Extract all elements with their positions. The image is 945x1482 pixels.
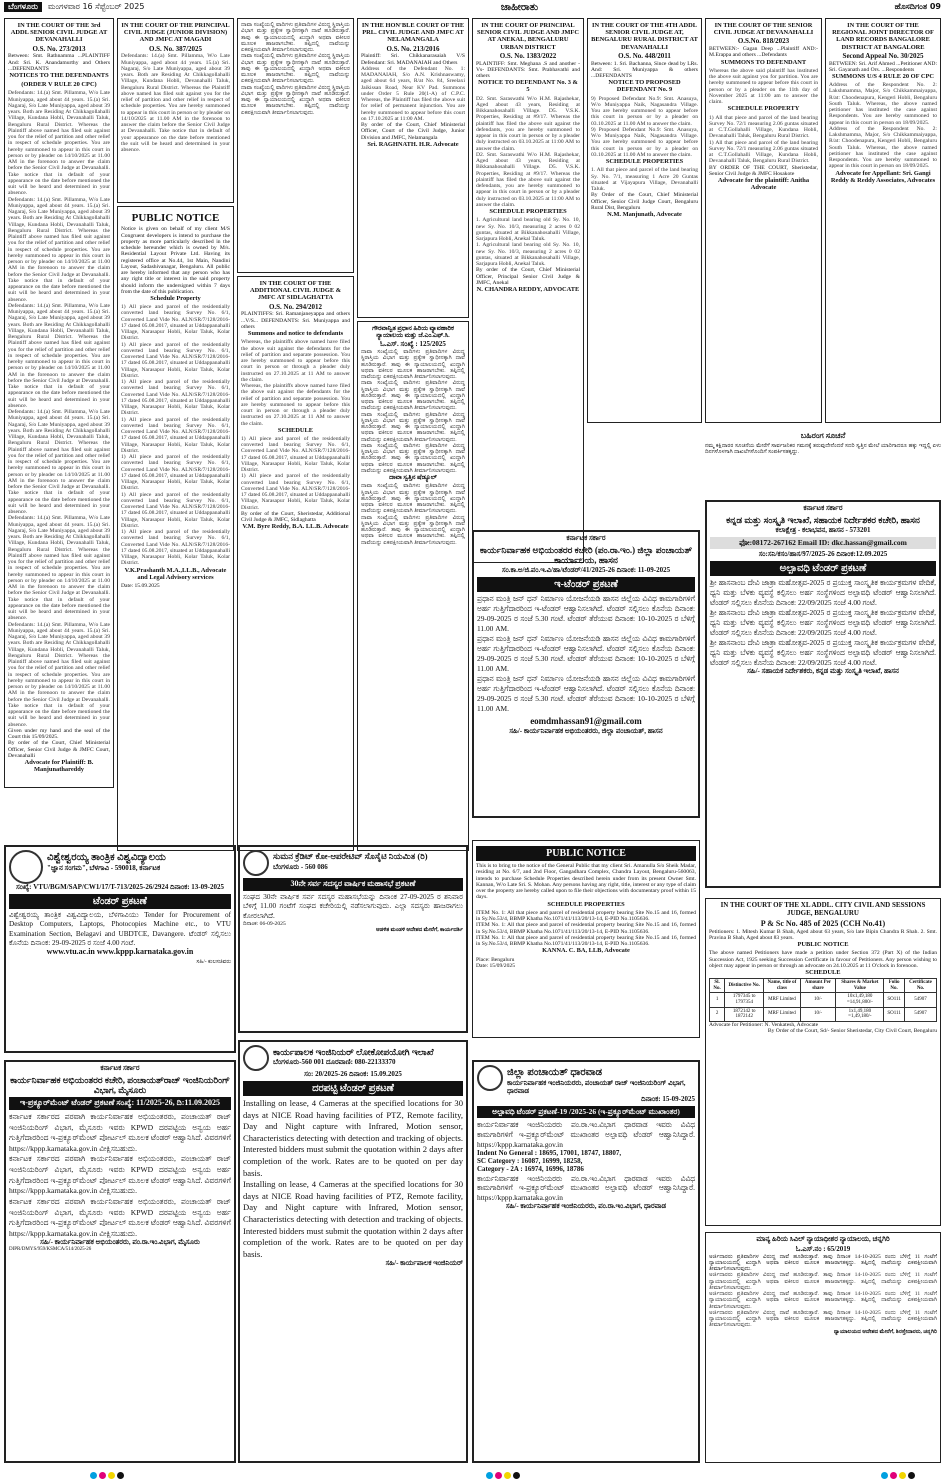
case-number: ಓ.ಎಸ್.ನಂ : 65/2019 bbox=[795, 1244, 851, 1253]
cyan-mark bbox=[881, 1472, 888, 1479]
court-name: ಮಾನ್ಯ ಹಿರಿಯ ಸಿವಿಲ್ ನ್ಯಾಯಾಧೀಶರ ನ್ಯಾಯಾಲಯ, ಚನ್ನಗಿರಿ bbox=[756, 1235, 890, 1243]
notice-body-4: Defendants: 14.(a) Smt. Pillamma, W/o Late Muniyappa, aged about 44 years. 15.(a) Sri. Nagaraj, S/o Late Muniyappa, aged about 39 years. Both are Residing At Chikkagollahalli Village, Kundana Hobli, Devanahalli Taluk, Bengaluru Rural District. Whereas the Plaintiff above named has filed suit against you for the relief of partition and other relief in respect of schedule properties. You are hereby summoned to appear in this court in person or by pleader on 14/10/2025 at 11.00 AM in the forenoon to answer the claim before the Senior Civil Judge at Devanahalli. Take notice that in default of your appearance on the date before mentioned the suit will be heard and determined in your absence. bbox=[8, 409, 110, 516]
hassan-zp-tender bbox=[472, 530, 700, 820]
table-header-row bbox=[710, 979, 937, 993]
court-name: IN THE COURT OF THE 4TH ADDL SENIOR CIVIL JUDGE AT, BENGALURU RURAL DISTRICT AT DEVANAHALLI bbox=[591, 22, 698, 51]
pwd-sign: ಸಹಿ/- ಕಾರ್ಯಪಾಲಕ ಇಂಜಿನಿಯರ್ bbox=[385, 1259, 463, 1268]
column-1 bbox=[4, 18, 114, 793]
pre-dipr-ref: DIPR/DMYS/959/KSMCA/514/2025-26 bbox=[9, 1247, 92, 1253]
table-cell: MRF Limited bbox=[764, 993, 800, 1007]
kn-notice-top bbox=[237, 18, 354, 273]
notice-body: Defendants: 14.(a) Smt. Pillamma, W/o Late Muniyappa, aged about 44 years. 15.(a) Sri. Nagaraj, S/o Late Muniyappa, aged about 39 years. Both are Residing At Chikkagollahalli Village, Kundana Hobli, Devanahalli Taluk, Bengaluru Rural District. Whereas the Plaintiff above named has filed suit against you for the relief of partition and other relief in respect of schedule properties. You are hereby summoned to appear in this court in person or by pleader on 14/10/2025 at 11.00 AM in the forenoon to answer the claim before the Senior Civil Judge at Devanahalli. Take notice that in default of your appearance on the date before mentioned the suit will be heard and determined in your absence. bbox=[8, 90, 110, 197]
society-address: ಬೆಂಗಳೂರು - 560 086 bbox=[273, 862, 328, 871]
vtu-ref: ಸಂಖ್ಯೆ: VTU/BGM/SAP/CW1/17/T-713/2025-26/2924 ದಿನಾಂಕ: 13-09-2025 bbox=[16, 883, 224, 891]
kn-case: ಓ.ಎಸ್. ಸಂಖ್ಯೆ : 125/2025 bbox=[380, 340, 446, 349]
col-header: Certificate No. bbox=[905, 979, 937, 993]
table-row bbox=[710, 993, 937, 1007]
case-number: O.S. No. 213/2016 bbox=[386, 44, 440, 53]
agm-sign: ಆಡಳಿತ ಮಂಡಳಿ ಆದೇಶದ ಮೇರೆಗೆ, ಕಾರ್ಯದರ್ಶಿ bbox=[375, 927, 463, 934]
notice-body-3: Defendants: 14.(a) Smt. Pillamma, W/o Late Muniyappa, aged about 44 years. 15.(a) Sri. Nagaraj, S/o Late Muniyappa, aged about 39 years. Both are Residing At Chikkagollahalli Village, Kundana Hobli, Devanahalli Taluk, Bengaluru Rural District. Whereas the Plaintiff above named has filed suit against you for the relief of partition and other relief in respect of schedule properties. You are hereby summoned to appear in this court in person or by pleader on 14/10/2025 at 11.00 AM in the forenoon to answer the claim before the Senior Civil Judge at Devanahalli. Take notice that in default of your appearance on the date before mentioned the suit will be heard and determined in your absence. bbox=[8, 302, 110, 409]
tender-band: ಅಲ್ಪಾವಧಿ ಟೆಂಡರ್ ಪ್ರಕಟಣೆ bbox=[710, 561, 936, 576]
kn-notice-body: ನಮ್ಮ ಕಕ್ಷಿದಾರರ ಸೂಚನೆಯ ಮೇರೆಗೆ ಸಾರ್ವಜನಿಕರ ಗಮನಕ್ಕೆ ತರುವುದೇನೆಂದರೆ ಸದರಿ ಸ್ವತ್ತಿನ ಮೇಲೆ ಯಾರಿಗಾದರೂ ಹಕ್ಕು ಇದ್ದಲ್ಲಿ ಏಳು ದಿನಗಳೊಳಗಾಗಿ ದಾಖಲೆಗಳೊಂದಿಗೆ ಸಂಪರ್ಕಿಸತಕ್ಕದ್ದು. bbox=[705, 442, 941, 456]
pre-sign: ಸಹಿ/- ಕಾರ್ಯನಿರ್ವಾಹಕ ಅಭಿಯಂತರರು, ಪಂ.ರಾ.ಇಂ.ವಿಭಾಗ, ಮೈಸೂರು bbox=[40, 1238, 200, 1247]
column-5 bbox=[472, 18, 584, 568]
kn-body-6: ದಾವಾ ಸಂಖ್ಯೆಯಲ್ಲಿ ವಾದಿಗಳು ಪ್ರತಿವಾದಿಗಳ ವಿರುದ್ಧ ಸ್ಥಿರಾಸ್ತಿಯ ವಿಭಾಗ ಮತ್ತು ಪ್ರತ್ಯೇಕ ಸ್ವಾಧೀನಕ್ಕಾಗಿ ದಾವೆ ಹೂಡಿರುತ್ತಾರೆ. ತಾವು ಈ ನ್ಯಾಯಾಲಯದಲ್ಲಿ ಖುದ್ದಾಗಿ ಅಥವಾ ವಕೀಲರ ಮೂಲಕ ಹಾಜರಾಗಬೇಕು. ತಪ್ಪಿದಲ್ಲಿ ದಾವೆಯನ್ನು ಏಕಪಕ್ಷೀಯವಾಗಿ ತೀರ್ಮಾನಿಸಲಾಗುವುದು. bbox=[361, 514, 465, 546]
schedule-item-1: ITEM No. 1: All that piece and parcel of residential property bearing Site No.15 and 16, formed in Sy.No.53/4, BBMP Khatha No.1071/41/113/20/13-14, E-PID No.1105636. bbox=[476, 909, 696, 923]
header-date: ಮಂಗಳವಾರ 16 ಸೆಪ್ಟೆಂಬರ್ 2025 bbox=[47, 2, 145, 11]
magenta-mark bbox=[99, 1472, 106, 1479]
schedule-body-3: 1) All piece and parcel of the residentially converted land bearing Survey No. 6/1, Converted Land Vide No. ALN/SR/7/128/2016-17 dated 05.08.2017, situated at Uddappanahalli Village, Narasapur Hobli, Kolar Taluk, Kolar District. bbox=[121, 379, 230, 417]
zp-subtitle: ಕಾರ್ಯನಿರ್ವಾಹಕ ಇಂಜಿನಿಯರರು, ಪಂಚಾಯತ್ ರಾಜ್ ಇಂಜಿನಿಯರಿಂಗ್ ವಿಭಾಗ, ಧಾರವಾಡ bbox=[507, 1079, 686, 1096]
vtu-sign: ಸಹಿ/- ಕುಲಸಚಿವರು bbox=[196, 959, 231, 966]
pwd-body: Installing on lease, 4 Cameras at the specified locations for 30 days at NICE Road having facilities of PTZ, Remote facility, Day and Night capture with Infrared, Motion sensor, Characteristics detecting with detection and tracking of objects. Interested bidders must submit the quotation within 2 days after completion of the work. Rates are to be quoted on per day basis. bbox=[243, 1098, 463, 1178]
sumana-society-notice bbox=[238, 845, 468, 1035]
notice-body: 9) Proposed Defendant No.9: Smt. Anasuya, W/o Muniyappa Naik, Nagasandra Village. You are hereby summoned to appear before this court in person or by a pleader on 03.10.2025 at 11.00 AM to answer the claim. bbox=[591, 95, 698, 127]
kn-court-title: ಗೌರವಾನ್ವಿತ ಪ್ರಧಾನ ಹಿರಿಯ ವ್ಯಾವಹಾರಿಕ ನ್ಯಾಯಾಲಯ ಮತ್ತು ಜೆ.ಎಂ.ಎಫ್.ಸಿ. bbox=[372, 325, 454, 340]
court-name: IN THE COURT OF THE SENIOR CIVIL JUDGE AT DEVANAHALLI bbox=[713, 22, 814, 37]
tender-org-title: ಕಾರ್ಯನಿರ್ವಾಹಕ ಅಭಿಯಂತರರ ಕಚೇರಿ (ಪಂ.ರಾ.ಇಂ.) ಜಿಲ್ಲಾ ಪಂಚಾಯತ್ ಕಾರ್ಯಾಲಯ, ಹಾಸನ bbox=[479, 544, 693, 565]
kn-schedule: ದಾವಾ ಸ್ವತ್ತಿನ ಷೆಡ್ಯೂಲ್ bbox=[389, 474, 437, 482]
pwd-rate-tender bbox=[238, 1040, 468, 1465]
parties: BETWEEN: Sri. Arif Ahmed ...Petitioner AND: Sri. Gayanath and Ors. ...Respondents bbox=[829, 60, 937, 73]
pre-title: ಕಾರ್ಯನಿರ್ವಾಹಕ ಅಭಿಯಂತರರ ಕಚೇರಿ, ಪಂಚಾಯತ್‌ರಾಜ್ ಇಂಜಿನಿಯರಿಂಗ್ ವಿಭಾಗ, ಮೈಸೂರು bbox=[10, 1074, 230, 1095]
court-notice-devanahalli bbox=[4, 18, 114, 788]
notice-body-2: 9) Proposed Defendant No.9: Smt. Anasuya, W/o Muniyappa Naik, Nagasandra Village. You are hereby summoned to appear before this court in person or by a pleader on 03.10.2025 at 11.00 AM to answer the claim. bbox=[591, 126, 698, 158]
summons-body: Whereas the above said plaintiff has instituted the above suit against you for partition. You are hereby summoned to appear before this court in person or by a pleader on the 11th day of November 2025 at 11:00 am to answer the claim. bbox=[709, 67, 818, 106]
agm-band: 30ನೇ ಸರ್ವ ಸದಸ್ಯರ ವಾರ್ಷಿಕ ಮಹಾಸಭೆ ಪ್ರಕಟಣೆ bbox=[243, 878, 463, 891]
zp-indent-general: Indent No General : 18695, 17001, 18747, 18807, bbox=[477, 1149, 622, 1158]
col-header: Amount Per share bbox=[800, 979, 836, 993]
summons-title: SUMMONS TO DEFENDANT bbox=[720, 58, 807, 66]
schedule-title: SCHEDULE bbox=[277, 426, 314, 434]
kn-body-2: ದಾವಾ ಸಂಖ್ಯೆಯಲ್ಲಿ ವಾದಿಗಳು ಪ್ರತಿವಾದಿಗಳ ವಿರುದ್ಧ ಸ್ಥಿರಾಸ್ತಿಯ ವಿಭಾಗ ಮತ್ತು ಪ್ರತ್ಯೇಕ ಸ್ವಾಧೀನಕ್ಕಾಗಿ ದಾವೆ ಹೂಡಿರುತ್ತಾರೆ. ತಾವು ಈ ನ್ಯಾಯಾಲಯದಲ್ಲಿ ಖುದ್ದಾಗಿ ಅಥವಾ ವಕೀಲರ ಮೂಲಕ ಹಾಜರಾಗಬೇಕು. ತಪ್ಪಿದಲ್ಲಿ ದಾವೆಯನ್ನು ಏಕಪಕ್ಷೀಯವಾಗಿ ತೀರ್ಮಾನಿಸಲಾಗುವುದು. bbox=[361, 380, 465, 412]
section-tag: ಬೆಂಗಳೂರು bbox=[4, 2, 42, 12]
notice-body-3: ಅರ್ಜಿದಾರರು ಪ್ರತಿವಾದಿಗಳ ವಿರುದ್ಧ ದಾವೆ ಹೂಡಿರುತ್ತಾರೆ. ತಾವು ದಿನಾಂಕ 14-10-2025 ರಂದು ಬೆಳಿಗ್ಗೆ 11 ಗಂಟೆಗೆ ನ್ಯಾಯಾಲಯದಲ್ಲಿ ಖುದ್ದಾಗಿ ಅಥವಾ ವಕೀಲರ ಮೂಲಕ ಹಾಜರಾಗತಕ್ಕದ್ದು. ತಪ್ಪಿದಲ್ಲಿ ದಾವೆಯನ್ನು ಏಕಪಕ್ಷೀಯವಾಗಿ ತೀರ್ಮಾನಿಸಲಾಗುವುದು. bbox=[709, 1291, 937, 1310]
date: Date: 15.09.2025 bbox=[121, 583, 160, 590]
tender-body: ಶ್ರೀ ಹಾಸನಾಂಬ ದೇವಿ ಜಾತ್ರಾ ಮಹೋತ್ಸವ-2025 ರ ಪ್ರಯುಕ್ತ ಸಾಂಸ್ಕೃತಿಕ ಕಾರ್ಯಕ್ರಮಗಳ ವೇದಿಕೆ, ಧ್ವನಿ ಮತ್ತು ಬೆಳಕು ವ್ಯವಸ್ಥೆ ಕಲ್ಪಿಸಲು ಅರ್ಹ ಸಂಸ್ಥೆಗಳಿಂದ ಅಲ್ಪಾವಧಿ ಟೆಂಡರ್ ಆಹ್ವಾನಿಸಲಾಗಿದೆ. ಟೆಂಡರ್ ಸಲ್ಲಿಸಲು ಕೊನೆಯ ದಿನಾಂಕ: 22/09/2025 ಸಂಜೆ 4.00 ಗಂಟೆ. bbox=[710, 578, 936, 608]
kn-body: ದಾವಾ ಸಂಖ್ಯೆಯಲ್ಲಿ ವಾದಿಗಳು ಪ್ರತಿವಾದಿಗಳ ವಿರುದ್ಧ ಸ್ಥಿರಾಸ್ತಿಯ ವಿಭಾಗ ಮತ್ತು ಪ್ರತ್ಯೇಕ ಸ್ವಾಧೀನಕ್ಕಾಗಿ ದಾವೆ ಹೂಡಿರುತ್ತಾರೆ. ತಾವು ಈ ನ್ಯಾಯಾಲಯದಲ್ಲಿ ಖುದ್ದಾಗಿ ಅಥವಾ ವಕೀಲರ ಮೂಲಕ ಹಾಜರಾಗಬೇಕು. ತಪ್ಪಿದಲ್ಲಿ ದಾವೆಯನ್ನು ಏಕಪಕ್ಷೀಯವಾಗಿ ತೀರ್ಮಾನಿಸಲಾಗುವುದು. bbox=[361, 349, 465, 381]
parties: PLAINTIFFS: Sri. Ramanjaneyappa and others ...V/S... DEFENDANTS: Sri. Muniyappa and others bbox=[241, 311, 350, 330]
tender-sign: ಸಹಿ/- ಸಹಾಯಕ ನಿರ್ದೇಶಕರು, ಕನ್ನಡ ಮತ್ತು ಸಂಸ್ಕೃತಿ ಇಲಾಖೆ, ಹಾಸನ bbox=[747, 667, 899, 675]
zp-emblem-icon bbox=[477, 1065, 503, 1091]
court-notice-bengaluru-rural bbox=[587, 18, 702, 423]
schedule-body: 1) All piece and parcel of the residentially converted land bearing Survey No. 6/1, Converted Land Vide No. ALN/SR/7/128/2016-17 dated 05.08.2017, situated at Uddappanahalli Village, Narasapur Hobli, Kolar Taluk, Kolar District. bbox=[121, 304, 230, 342]
col-header: Name, title of class bbox=[764, 979, 800, 993]
color-marks-center bbox=[486, 1472, 520, 1479]
advocate: Sri. RAGHNATH. H.R. Advocate bbox=[367, 140, 459, 148]
schedule-body: 1) All that piece and parcel of the land bearing Survey No. 72/1 measuring 2.06 guntas situated at C.T.Gollahalli Village, Kundana Hobli, Devanahalli Taluk, Bengaluru Rural District. bbox=[709, 114, 818, 140]
tender-body-3: ಪ್ರಧಾನ ಮಂತ್ರಿ ಜನ್ ಧನ್ ನಿರ್ಮಾಣ ಯೋಜನೆಯಡಿ ಹಾಸನ ಜಿಲ್ಲೆಯ ವಿವಿಧ ಕಾಮಗಾರಿಗಳಿಗೆ ಅರ್ಹ ಗುತ್ತಿಗೆದಾರರಿಂದ ಇ-ಟೆಂಡರ್ ಆಹ್ವಾನಿಸಲಾಗಿದೆ. ಟೆಂಡರ್ ಸಲ್ಲಿಸಲು ಕೊನೆಯ ದಿನಾಂಕ: 29-09-2025 ರ ಸಂಜೆ 5.30 ಗಂಟೆ. ಟೆಂಡರ್ ತೆರೆಯುವ ದಿನಾಂಕ: 10-10-2025 ರ ಬೆಳಿಗ್ಗೆ 11.00 AM. bbox=[477, 673, 695, 713]
zp-band: ಅಲ್ಪಾವಧಿ ಟೆಂಡರ್ ಪ್ರಕಟಣೆ-19 /2025-26 (ಇ-ಪ್ರಕ್ಯೂರ್‌ಮೆಂಟ್ ಮುಖಾಂತರ) bbox=[477, 1106, 695, 1118]
schedule-title: SCHEDULE PROPERTIES bbox=[489, 208, 567, 216]
public-notice-title: PUBLIC NOTICE bbox=[131, 212, 220, 224]
court-name: IN THE COURT OF PRINCIPAL SENIOR CIVIL JUDGE AND JMFC AT ANEKAL, BENGALURU URBAN DISTRICT bbox=[477, 22, 579, 51]
header-left bbox=[0, 2, 144, 12]
case-number: O.S. No. 294/2012 bbox=[268, 302, 323, 311]
tender-body-2: ಶ್ರೀ ಹಾಸನಾಂಬ ದೇವಿ ಜಾತ್ರಾ ಮಹೋತ್ಸವ-2025 ರ ಪ್ರಯುಕ್ತ ಸಾಂಸ್ಕೃತಿಕ ಕಾರ್ಯಕ್ರಮಗಳ ವೇದಿಕೆ, ಧ್ವನಿ ಮತ್ತು ಬೆಳಕು ವ್ಯವಸ್ಥೆ ಕಲ್ಪಿಸಲು ಅರ್ಹ ಸಂಸ್ಥೆಗಳಿಂದ ಅಲ್ಪಾವಧಿ ಟೆಂಡರ್ ಆಹ್ವಾನಿಸಲಾಗಿದೆ. ಟೆಂಡರ್ ಸಲ್ಲಿಸಲು ಕೊನೆಯ ದಿನಾಂಕ: 22/09/2025 ಸಂಜೆ 4.00 ಗಂಟೆ. bbox=[710, 608, 936, 638]
magenta-mark bbox=[495, 1472, 502, 1479]
channagiri-court-notice bbox=[705, 1232, 941, 1465]
column-8 bbox=[825, 18, 941, 428]
schedule-body: 1) All piece and parcel of the residentially converted land bearing Survey No. 6/1, Converted Land Vide No. ALN/SR/7/128/2016-17 dated 05.08.2017, situated at Uddappanahalli Village, Narasapur Hobli, Kolar Taluk, Kolar District. bbox=[241, 435, 350, 474]
yellow-mark bbox=[899, 1472, 906, 1479]
by-order: BY ORDER OF THE COURT, Sheristedar, Senior Civil Judge & JMFC Hosakote bbox=[709, 164, 818, 177]
court-notice-nelamangala bbox=[357, 18, 469, 318]
court-notice-sidlaghatta bbox=[237, 276, 354, 851]
date: Date: 15/09/2025 bbox=[476, 962, 515, 969]
notice-body-4: ಅರ್ಜಿದಾರರು ಪ್ರತಿವಾದಿಗಳ ವಿರುದ್ಧ ದಾವೆ ಹೂಡಿರುತ್ತಾರೆ. ತಾವು ದಿನಾಂಕ 14-10-2025 ರಂದು ಬೆಳಿಗ್ಗೆ 11 ಗಂಟೆಗೆ ನ್ಯಾಯಾಲಯದಲ್ಲಿ ಖುದ್ದಾಗಿ ಅಥವಾ ವಕೀಲರ ಮೂಲಕ ಹಾಜರಾಗತಕ್ಕದ್ದು. ತಪ್ಪಿದಲ್ಲಿ ದಾವೆಯನ್ನು ಏಕಪಕ್ಷೀಯವಾಗಿ ತೀರ್ಮಾನಿಸಲಾಗುವುದು. bbox=[709, 1309, 937, 1329]
print-registration-bar bbox=[0, 1468, 945, 1482]
table-cell: 54907 bbox=[905, 993, 937, 1007]
header-right: ಹೊಸದಿಗಂತ 09 bbox=[894, 2, 941, 11]
notice-body: The above named Petitioners have made a petition under Section 372 (Part X) of the Indian Succession Act, 1925 seeking Succession Certificate in favour of Petitioners. Any person wishing to object may appear in person or through an advocate on 24.10.2025 at 11 O'clock in forenoon. bbox=[709, 950, 937, 969]
pwd-band: ದರಪಟ್ಟಿ ಟೆಂಡರ್ ಪ್ರಕಟಣೆ bbox=[243, 1081, 463, 1096]
notice-title: NOTICES TO THE DEFENDANTS bbox=[9, 72, 109, 80]
table-cell: 10x1,49,180 =14,91,800/- bbox=[836, 993, 884, 1007]
case-number: O.S. No. 1383/2022 bbox=[499, 51, 557, 60]
given-under: Given under my hand and the seal of the Court this 15/09/2025. bbox=[8, 727, 110, 741]
court-notice-hosakote bbox=[705, 18, 822, 423]
notice-body: ಅರ್ಜಿದಾರರು ಪ್ರತಿವಾದಿಗಳ ವಿರುದ್ಧ ದಾವೆ ಹೂಡಿರುತ್ತಾರೆ. ತಾವು ದಿನಾಂಕ 14-10-2025 ರಂದು ಬೆಳಿಗ್ಗೆ 11 ಗಂಟೆಗೆ ನ್ಯಾಯಾಲಯದಲ್ಲಿ ಖುದ್ದಾಗಿ ಅಥವಾ ವಕೀಲರ ಮೂಲಕ ಹಾಜರಾಗತಕ್ಕದ್ದು. ತಪ್ಪಿದಲ್ಲಿ ದಾವೆಯನ್ನು ಏಕಪಕ್ಷೀಯವಾಗಿ ತೀರ್ಮಾನಿಸಲಾಗುವುದು. bbox=[709, 1253, 937, 1273]
table-cell: MRF Limited bbox=[764, 1007, 800, 1021]
advocate: N. CHANDRA REDDY, ADVOCATE bbox=[476, 286, 580, 294]
advocate: Advocate for the plaintiff: Anitha Advocate bbox=[717, 177, 810, 192]
parties: PLAINTIFF: Smt. Meghana .S and another -Vs- DEFENDANTS: Smt. Prabhavathi and others bbox=[476, 60, 580, 80]
kn-body-4: ದಾವಾ ಸಂಖ್ಯೆಯಲ್ಲಿ ವಾದಿಗಳು ಪ್ರತಿವಾದಿಗಳ ವಿರುದ್ಧ ಸ್ಥಿರಾಸ್ತಿಯ ವಿಭಾಗ ಮತ್ತು ಪ್ರತ್ಯೇಕ ಸ್ವಾಧೀನಕ್ಕಾಗಿ ದಾವೆ ಹೂಡಿರುತ್ತಾರೆ. ತಾವು ಈ ನ್ಯಾಯಾಲಯದಲ್ಲಿ ಖುದ್ದಾಗಿ ಅಥವಾ ವಕೀಲರ ಮೂಲಕ ಹಾಜರಾಗಬೇಕು. ತಪ್ಪಿದಲ್ಲಿ ದಾವೆಯನ್ನು ಏಕಪಕ್ಷೀಯವಾಗಿ ತೀರ್ಮಾನಿಸಲಾಗುವುದು. bbox=[361, 442, 465, 474]
court-name: IN THE COURT OF THE 3rd ADDL SENIOR CIVIL JUDGE AT DEVANAHALLI bbox=[10, 22, 108, 44]
dept-title: ಕನ್ನಡ ಮತ್ತು ಸಂಸ್ಕೃತಿ ಇಲಾಖೆ, ಸಹಾಯಕ ನಿರ್ದೇಶಕರ ಕಚೇರಿ, ಹಾಸನ bbox=[726, 514, 920, 525]
govt-emblem-icon bbox=[243, 1045, 269, 1071]
zp-dharwad-tender bbox=[472, 1060, 700, 1465]
cyan-mark bbox=[90, 1472, 97, 1479]
page-header bbox=[0, 0, 945, 14]
pre-mysuru-tender bbox=[4, 1060, 236, 1465]
tender-body-2: ಪ್ರಧಾನ ಮಂತ್ರಿ ಜನ್ ಧನ್ ನಿರ್ಮಾಣ ಯೋಜನೆಯಡಿ ಹಾಸನ ಜಿಲ್ಲೆಯ ವಿವಿಧ ಕಾಮಗಾರಿಗಳಿಗೆ ಅರ್ಹ ಗುತ್ತಿಗೆದಾರರಿಂದ ಇ-ಟೆಂಡರ್ ಆಹ್ವಾನಿಸಲಾಗಿದೆ. ಟೆಂಡರ್ ಸಲ್ಲಿಸಲು ಕೊನೆಯ ದಿನಾಂಕ: 29-09-2025 ರ ಸಂಜೆ 5.30 ಗಂಟೆ. ಟೆಂಡರ್ ತೆರೆಯುವ ದಿನಾಂಕ: 10-10-2025 ರ ಬೆಳಿಗ್ಗೆ 11.00 AM. bbox=[477, 633, 695, 673]
masthead: ಜಾಹೀರಾತು bbox=[500, 1, 539, 13]
govt-label: ಕರ್ನಾಟಕ ಸರ್ಕಾರ bbox=[803, 504, 843, 512]
court-name: IN THE COURT OF THE XL ADDL. CITY CIVIL AND SESSIONS JUDGE, BENGALURU bbox=[720, 901, 926, 917]
agm-body: ಸಂಘದ 30ನೇ ವಾರ್ಷಿಕ ಸರ್ವ ಸದಸ್ಯರ ಮಹಾಸಭೆಯನ್ನು ದಿನಾಂಕ 27-09-2025 ರ ಶನಿವಾರ ಬೆಳಿಗ್ಗೆ 11.00 ಗಂಟೆಗೆ ಸಂಘದ ಕಚೇರಿಯಲ್ಲಿ ನಡೆಸಲಾಗುವುದು. ಎಲ್ಲಾ ಸದಸ್ಯರು ಹಾಜರಾಗಲು ಕೋರಲಾಗಿದೆ. bbox=[243, 892, 463, 920]
schedule-body-6: 1) All piece and parcel of the residentially converted land bearing Survey No. 6/1, Converted Land Vide No. ALN/SR/7/128/2016-17 dated 05.08.2017, situated at Uddappanahalli Village, Narasapur Hobli, Kolar Taluk, Kolar District. bbox=[121, 491, 230, 529]
table-row bbox=[710, 1007, 937, 1021]
advocate: Advocate for Appellant: Sri. Gangi Reddy & Reddy Associates, Advocates bbox=[830, 169, 936, 184]
public-notice-box bbox=[117, 206, 234, 851]
by-order: By Order of the Court, Chief Ministerial Officer, Senior Civil Judge Court, Bengaluru Rural Dist, Bengaluru bbox=[591, 192, 698, 211]
notice-body-5: Defendants: 14.(a) Smt. Pillamma, W/o Late Muniyappa, aged about 44 years. 15.(a) Sri. Nagaraj, S/o Late Muniyappa, aged about 39 years. Both are Residing At Chikkagollahalli Village, Kundana Hobli, Devanahalli Taluk, Bengaluru Rural District. Whereas the Plaintiff above named has filed suit against you for the relief of partition and other relief in respect of schedule properties. You are hereby summoned to appear in this court in person or by pleader on 14/10/2025 at 11.00 AM in the forenoon to answer the claim before the Senior Civil Judge at Devanahalli. Take notice that in default of your appearance on the date before mentioned the suit will be heard and determined in your absence. bbox=[8, 515, 110, 622]
schedule-item-3: ITEM No. 1: All that piece and parcel of residential property bearing Site No.15 and 16, formed in Sy.No.53/4, BBMP Khatha No.1071/41/113/20/13-14, E-PID No.1105636. bbox=[476, 934, 696, 948]
summons-title: Summons and notice to defendants bbox=[247, 330, 344, 338]
schedule-body-2: 1. Agricultural land bearing old Sy. No. 10, new Sy. No. 10/3, measuring 2 acres 0 02 guntas, situated at Bikkanahosahalli Village, Sarjapura Hobli, Anekal Taluk. bbox=[476, 242, 580, 268]
pwd-address: ಬೆಂಗಳೂರು-560 001 ದೂರವಾಣಿ: 080-22133370 bbox=[273, 1058, 396, 1067]
vtu-urls: www.vtu.ac.in www.kppp.karnataka.gov.in bbox=[46, 947, 194, 957]
kn-body-5: ದಾವಾ ಸಂಖ್ಯೆಯಲ್ಲಿ ವಾದಿಗಳು ಪ್ರತಿವಾದಿಗಳ ವಿರುದ್ಧ ಸ್ಥಿರಾಸ್ತಿಯ ವಿಭಾಗ ಮತ್ತು ಪ್ರತ್ಯೇಕ ಸ್ವಾಧೀನಕ್ಕಾಗಿ ದಾವೆ ಹೂಡಿರುತ್ತಾರೆ. ತಾವು ಈ ನ್ಯಾಯಾಲಯದಲ್ಲಿ ಖುದ್ದಾಗಿ ಅಥವಾ ವಕೀಲರ ಮೂಲಕ ಹಾಜರಾಗಬೇಕು. ತಪ್ಪಿದಲ್ಲಿ ದಾವೆಯನ್ನು ಏಕಪಕ್ಷೀಯವಾಗಿ ತೀರ್ಮಾನಿಸಲಾಗುವುದು. bbox=[361, 483, 465, 515]
schedule-title: SCHEDULE PROPERTIES bbox=[605, 158, 684, 166]
kn-public-notice bbox=[705, 432, 941, 494]
vtu-tender bbox=[4, 845, 236, 1055]
case-number: O.S.No. 818/2023 bbox=[737, 37, 790, 46]
agm-date: ದಿನಾಂಕ: 06-09-2025 bbox=[243, 921, 286, 928]
kn-court-notice bbox=[357, 321, 469, 851]
by-order: By order of the Court, Chief Ministerial Officer, Principal Senior Civil Judge & JMFC, Anekal bbox=[476, 267, 580, 286]
kn-body-3: ದಾವಾ ಸಂಖ್ಯೆಯಲ್ಲಿ ವಾದಿಗಳು ಪ್ರತಿವಾದಿಗಳ ವಿರುದ್ಧ ಸ್ಥಿರಾಸ್ತಿಯ ವಿಭಾಗ ಮತ್ತು ಪ್ರತ್ಯೇಕ ಸ್ವಾಧೀನಕ್ಕಾಗಿ ದಾವೆ ಹೂಡಿರುತ್ತಾರೆ. ತಾವು ಈ ನ್ಯಾಯಾಲಯದಲ್ಲಿ ಖುದ್ದಾಗಿ ಅಥವಾ ವಕೀಲರ ಮೂಲಕ ಹಾಜರಾಗಬೇಕು. ತಪ್ಪಿದಲ್ಲಿ ದಾವೆಯನ್ನು ಏಕಪಕ್ಷೀಯವಾಗಿ ತೀರ್ಮಾನಿಸಲಾಗುವುದು. bbox=[241, 84, 350, 116]
advocate: Advocate for Plaintiff: B. Manjunathareddy bbox=[24, 759, 94, 774]
public-notice-body: This is to bring to the notice of the General Public that my client Sri. Amanulla S/o Sheik Madar, residing at No. 6/7, and 2nd Floor, Gangadhara Complex, Chandra Layout, Bengaluru-560063, intends to purchase Schedule Properties described herein under from its present Owner Smt. Kannan, W/o Late Sri. S. Mohan. Any persons having any right, title, interest or any type of claim over the property are hereby called upon to file their objections with documentary proof within 15 days. bbox=[476, 863, 696, 901]
schedule-body-2: 1) All piece and parcel of the residentially converted land bearing Survey No. 6/1, Converted Land Vide No. ALN/SR/7/128/2016-17 dated 05.08.2017, situated at Uddappanahalli Village, Narasapur Hobli, Kolar Taluk, Kolar District. bbox=[241, 473, 350, 511]
table-cell: 54907 bbox=[905, 1007, 937, 1021]
schedule-title: Schedule Property bbox=[150, 295, 201, 303]
color-marks-left bbox=[0, 1472, 124, 1479]
schedule-body: 1. All that piece and parcel of the land bearing Sy. No. 7/1, measuring 1 Acre 20 Guntas situated at Vijayapura Village, Devanahalli Taluk. bbox=[591, 167, 698, 193]
notice-body-2: ಅರ್ಜಿದಾರರು ಪ್ರತಿವಾದಿಗಳ ವಿರುದ್ಧ ದಾವೆ ಹೂಡಿರುತ್ತಾರೆ. ತಾವು ದಿನಾಂಕ 14-10-2025 ರಂದು ಬೆಳಿಗ್ಗೆ 11 ಗಂಟೆಗೆ ನ್ಯಾಯಾಲಯದಲ್ಲಿ ಖುದ್ದಾಗಿ ಅಥವಾ ವಕೀಲರ ಮೂಲಕ ಹಾಜರಾಗತಕ್ಕದ್ದು. ತಪ್ಪಿದಲ್ಲಿ ದಾವೆಯನ್ನು ಏಕಪಕ್ಷೀಯವಾಗಿ ತೀರ್ಮಾನಿಸಲಾಗುವುದು. bbox=[709, 1272, 937, 1291]
summons-body-2: Whereas, the plaintiffs above named have filed the above suit against the defendants for the relief of partition and separate possession. You are hereby summoned to appear before this court in person or through a pleader duly instructed on 27.10.2025 at 11 AM to answer the claim. bbox=[241, 383, 350, 427]
public-notice-body: Notice is given on behalf of my client M/S Congruent developers is intend to purchase the property as more particularly described in the schedule hereunder which is owned by M/s. Residential Layout Private Ltd. Having its registered office at No.44, 1st Main, Nandini Layout, Sadashivanagar, Bengaluru. All public are hereby informed that any person who has any right title or interest in the said property should inform the undersigned within 7 days from the date of this publication. bbox=[121, 226, 230, 295]
table-cell: 1 bbox=[710, 993, 725, 1007]
vtu-logo-icon bbox=[9, 850, 43, 884]
column-3 bbox=[237, 18, 354, 858]
pwd-body-2: Installing on lease, 4 Cameras at the specified locations for 30 days at NICE Road having facilities of PTZ, Remote facility, Day and Night capture with Infrared, Motion sensor, Characteristics detecting with detection and tracking of objects. Interested bidders must submit the quotation within 2 days after completion of the work. Rates are to be quoted on per day basis. bbox=[243, 1179, 463, 1259]
parties: BETWEEN:- Gagan Deep ...Plaintiff AND:- M.Erappa and others ...Defendants bbox=[709, 46, 818, 59]
court-name: IN THE COURT OF THE PRINCIPAL CIVIL JUDGE (JUNIOR DIVISION) AND JMFC AT MAGADI bbox=[121, 22, 230, 44]
advocate: V.K.Prashanth M.A.,LL.B., Advocate and Legal Advisory services bbox=[124, 566, 227, 581]
yellow-mark bbox=[504, 1472, 511, 1479]
summons-body: Whereas, the plaintiffs above named have filed the above suit against the defendants for the relief of partition and separate possession. You are hereby summoned to appear before this court in person or through a pleader duly instructed on 27.10.2025 at 11 AM to answer the claim. bbox=[241, 339, 350, 383]
by-order: By order of the Court, Chief Ministerial Officer, Court of the Civil Judge, Junior Division and JMFC, Nelamangala bbox=[361, 122, 465, 141]
column-4 bbox=[357, 18, 469, 858]
society-name: ಸುಮನ ಕ್ರೆಡಿಟ್ ಕೋ-ಆಪರೇಟಿವ್ ಸೊಸೈಟಿ ನಿಯಮಿತ (ರಿ) bbox=[273, 851, 428, 861]
table-cell: 1797345 to 1797354 bbox=[725, 993, 764, 1007]
summons-body: Address of the Defendant No. 1: MADANAIAH, S/o A.N. Krishnaswamy, aged about 64 years, R/at No. 84, Sreelaxi Jaikissan Road, Near KV Pad. Summons under Order 5 Rule 20(1-A) of C.P.C. Whereas, the Plaintiff has filed the above suit for relief of permanent injunction. You are hereby summoned to appear before this court on 17.10.2025 at 11:00 AM. bbox=[361, 65, 465, 122]
kn-body-2: ದಾವಾ ಸಂಖ್ಯೆಯಲ್ಲಿ ವಾದಿಗಳು ಪ್ರತಿವಾದಿಗಳ ವಿರುದ್ಧ ಸ್ಥಿರಾಸ್ತಿಯ ವಿಭಾಗ ಮತ್ತು ಪ್ರತ್ಯೇಕ ಸ್ವಾಧೀನಕ್ಕಾಗಿ ದಾವೆ ಹೂಡಿರುತ್ತಾರೆ. ತಾವು ಈ ನ್ಯಾಯಾಲಯದಲ್ಲಿ ಖುದ್ದಾಗಿ ಅಥವಾ ವಕೀಲರ ಮೂಲಕ ಹಾಜರಾಗಬೇಕು. ತಪ್ಪಿದಲ್ಲಿ ದಾವೆಯನ್ನು ಏಕಪಕ್ಷೀಯವಾಗಿ ತೀರ್ಮಾನಿಸಲಾಗುವುದು. bbox=[241, 53, 350, 85]
table-cell: 10/- bbox=[800, 1007, 836, 1021]
schedule-body-7: 1) All piece and parcel of the residentially converted land bearing Survey No. 6/1, Converted Land Vide No. ALN/SR/7/128/2016-17 dated 05.08.2017, situated at Uddappanahalli Village, Narasapur Hobli, Kolar Taluk, Kolar District. bbox=[121, 529, 230, 567]
case-number: O.S. No. 448/2011 bbox=[618, 51, 671, 60]
sign: ನ್ಯಾಯಾಲಯದ ಆದೇಶದ ಮೇರೆಗೆ, ಶಿರಸ್ತೇದಾರರು, ಚನ್ನಗಿರಿ bbox=[833, 1328, 937, 1335]
pwd-title: ಕಾರ್ಯಪಾಲಕ ಇಂಜಿನಿಯರ್ ಲೋಕೋಪಯೋಗಿ ಇಲಾಖೆ bbox=[273, 1047, 434, 1057]
city-civil-court-notice bbox=[705, 898, 941, 1228]
zp-date: ದಿನಾಂಕ: 15-09-2025 bbox=[641, 1094, 695, 1103]
case-number: P & Sc No. 485 of 2025 (CCH No.41) bbox=[760, 918, 886, 928]
black-mark bbox=[117, 1472, 124, 1479]
table-cell: 1x1,49,180 =1,49,180/- bbox=[836, 1007, 884, 1021]
black-mark bbox=[908, 1472, 915, 1479]
color-marks-right bbox=[881, 1472, 945, 1479]
tender-body-3: ಶ್ರೀ ಹಾಸನಾಂಬ ದೇವಿ ಜಾತ್ರಾ ಮಹೋತ್ಸವ-2025 ರ ಪ್ರಯುಕ್ತ ಸಾಂಸ್ಕೃತಿಕ ಕಾರ್ಯಕ್ರಮಗಳ ವೇದಿಕೆ, ಧ್ವನಿ ಮತ್ತು ಬೆಳಕು ವ್ಯವಸ್ಥೆ ಕಲ್ಪಿಸಲು ಅರ್ಹ ಸಂಸ್ಥೆಗಳಿಂದ ಅಲ್ಪಾವಧಿ ಟೆಂಡರ್ ಆಹ್ವಾನಿಸಲಾಗಿದೆ. ಟೆಂಡರ್ ಸಲ್ಲಿಸಲು ಕೊನೆಯ ದಿನಾಂಕ: 22/09/2025 ಸಂಜೆ 4.00 ಗಂಟೆ. bbox=[710, 638, 936, 668]
tender-email: eomdmhassan91@gmail.com bbox=[530, 715, 642, 726]
col-header: Distinctive No. bbox=[725, 979, 764, 993]
vtu-band: ಟೆಂಡರ್ ಪ್ರಕಟಣೆ bbox=[9, 894, 231, 909]
by-order: By Order of the Court, Sd/- Senior Sheristedar, City Civil Court, Bengaluru bbox=[767, 1028, 937, 1035]
table-cell: 1872142 to 1872142 bbox=[725, 1007, 764, 1021]
table-cell: 2 bbox=[710, 1007, 725, 1021]
tender-band: ಇ-ಟೆಂಡರ್ ಪ್ರಕಟಣೆ bbox=[477, 577, 695, 592]
place: Place: Bengaluru bbox=[476, 956, 515, 963]
tender-body: ಪ್ರಧಾನ ಮಂತ್ರಿ ಜನ್ ಧನ್ ನಿರ್ಮಾಣ ಯೋಜನೆಯಡಿ ಹಾಸನ ಜಿಲ್ಲೆಯ ವಿವಿಧ ಕಾಮಗಾರಿಗಳಿಗೆ ಅರ್ಹ ಗುತ್ತಿಗೆದಾರರಿಂದ ಇ-ಟೆಂಡರ್ ಆಹ್ವಾನಿಸಲಾಗಿದೆ. ಟೆಂಡರ್ ಸಲ್ಲಿಸಲು ಕೊನೆಯ ದಿನಾಂಕ: 29-09-2025 ರ ಸಂಜೆ 5.30 ಗಂಟೆ. ಟೆಂಡರ್ ತೆರೆಯುವ ದಿನಾಂಕ: 10-10-2025 ರ ಬೆಳಿಗ್ಗೆ 11.00 AM. bbox=[477, 594, 695, 633]
zp-body-2: ಕಾರ್ಯನಿರ್ವಾಹಕ ಇಂಜಿನಿಯರರು ಪಂ.ರಾ.ಇಂ.ವಿಭಾಗ ಧಾರವಾಡ ಇವರು ವಿವಿಧ ಕಾಮಗಾರಿಗಳಿಗೆ ಇ-ಪ್ರಕ್ಯೂರ್‌ಮೆಂಟ್ ಮುಖಾಂತರ ಅಲ್ಪಾವಧಿ ಟೆಂಡರ್ ಆಹ್ವಾನಿಸಿದ್ದಾರೆ. https://kppp.karnataka.gov.in bbox=[477, 1173, 695, 1203]
schedule-title: SCHEDULE bbox=[805, 969, 841, 977]
zp-indent-2a: Category - 2A : 16974, 16996, 18786 bbox=[477, 1164, 584, 1173]
notice-body-6: Defendants: 14.(a) Smt. Pillamma, W/o Late Muniyappa, aged about 44 years. 15.(a) Sri. Nagaraj, S/o Late Muniyappa, aged about 39 years. Both are Residing At Chikkagollahalli Village, Kundana Hobli, Devanahalli Taluk, Bengaluru Rural District. Whereas the Plaintiff above named has filed suit against you for the relief of partition and other relief in respect of schedule properties. You are hereby summoned to appear in this court in person or by pleader on 14/10/2025 at 11.00 AM in the forenoon to answer the claim before the Senior Civil Judge at Devanahalli. Take notice that in default of your appearance on the date before mentioned the suit will be heard and determined in your absence. bbox=[8, 621, 110, 728]
tender-ref: ಸಂ.ಕಾ.ಅ/ಜಿ.ಪಂ.ಇ.ವಿ/ಹಾ/ಟೆಂಡರ್/41/2025-26 ದಿನಾಂಕ: 11-09-2025 bbox=[501, 565, 671, 574]
summons-title: SUMMONS U/S 4 RULE 20 OF CPC bbox=[831, 73, 935, 81]
court-notice-anekal bbox=[472, 18, 584, 563]
schedule-body-2: 1) All piece and parcel of the residentially converted land bearing Survey No. 6/1, Converted Land Vide No. ALN/SR/7/128/2016-17 dated 05.08.2017, situated at Uddappanahalli Village, Narasapur Hobli, Kolar Taluk, Kolar District. bbox=[121, 341, 230, 379]
public-notice-amanulla bbox=[472, 840, 700, 1040]
col-header: Sl. No. bbox=[710, 979, 725, 993]
case-number: Second Appeal No. 30/2025 bbox=[842, 51, 924, 60]
tender-sign: ಸಹಿ/- ಕಾರ್ಯನಿರ್ವಾಹಕ ಅಭಿಯಂತರರು, ಜಿಲ್ಲಾ ಪಂಚಾಯತ್, ಹಾಸನ bbox=[509, 726, 663, 735]
zp-sign: ಸಹಿ/- ಕಾರ್ಯನಿರ್ವಾಹಕ ಇಂಜಿನಿಯರರು, ಪಂ.ರಾ.ಇಂ.ವಿಭಾಗ, ಧಾರವಾಡ bbox=[505, 1202, 667, 1211]
zp-indent-sc: SC Category : 16087, 16999, 18258, bbox=[477, 1156, 583, 1165]
black-mark bbox=[513, 1472, 520, 1479]
summons-body: Address of the Respondent No. 2: Lakshmamma, Major, S/o Chikkammaiyappa, R/at: Choodenapura, Kengeri Hobli, Bengaluru South Taluk. Whereas, the above named petitioner has instituted the case against Respondents. You are hereby summoned to appear in this court in person on 18/09/2025. bbox=[829, 82, 937, 126]
pre-body-3: ಕರ್ನಾಟಕ ಸರ್ಕಾರದ ಪರವಾಗಿ ಕಾರ್ಯನಿರ್ವಾಹಕ ಅಭಿಯಂತರರು, ಪಂಚಾಯತ್ ರಾಜ್ ಇಂಜಿನಿಯರಿಂಗ್ ವಿಭಾಗ, ಮೈಸೂರು ಇವರು KPWD ದರಪಟ್ಟಿಯ ಅನ್ವಯ ಅರ್ಹ ಗುತ್ತಿಗೆದಾರರಿಂದ ಇ-ಪ್ರಕ್ಯೂರ್‌ಮೆಂಟ್ ಪೋರ್ಟಲ್ ಮೂಲಕ ಟೆಂಡರ್ ಆಹ್ವಾನಿಸಿದೆ. ವಿವರಗಳಿಗೆ https://kppp.karnataka.gov.in ವೀಕ್ಷಿಸಬಹುದು. bbox=[9, 1196, 231, 1238]
vtu-address: "ಜ್ಞಾನ ಸಂಗಮ", ಬೆಳಗಾವಿ - 590018, ಕರ್ನಾಟಕ bbox=[47, 864, 161, 873]
notice-body-2: D2. Smt. Saraswathi W/o H.M. Rajashekar, Aged about 43 years, Residing at Bikkanahosahalli Village. D5. V.S.K. Properties, Residing at #9/17. Whereas the plaintiff has filed the above suit against the defendants, you are hereby summoned to appear in this court in person or by a pleader duly instructed on 03.10.2025 at 11:00 AM to answer the claim. bbox=[476, 151, 580, 208]
vtu-body: ವಿಶ್ವೇಶ್ವರಯ್ಯ ತಾಂತ್ರಿಕ ವಿಶ್ವವಿದ್ಯಾಲಯ, ಬೆಳಗಾವಿಯು Tender for Procurement of Desktop Computers, Laptops, Photocopies Machine etc., to VTU Examination Section, Belagavi and UBDTCE, Davangere. ಟೆಂಡರ್ ಸಲ್ಲಿಸಲು ಕೊನೆಯ ದಿನಾಂಕ: 29-09-2025 ರ ಸಂಜೆ 4.00 ಗಂಟೆ. bbox=[9, 911, 231, 948]
notice-body: D2. Smt. Saraswathi W/o H.M. Rajashekar, Aged about 43 years, Residing at Bikkanahosahalli Village. D5. V.S.K. Properties, Residing at #9/17. Whereas the plaintiff has filed the above suit against the defendants, you are hereby summoned to appear in this court in person or by a pleader duly instructed on 03.10.2025 at 11:00 AM to answer the claim. bbox=[476, 95, 580, 152]
court-notice-land-records bbox=[825, 18, 941, 423]
schedule-title: SCHEDULE PROPERTIES bbox=[547, 900, 625, 908]
dept-phone: ಫೋ:08172-267162 Email ID: dkc.hassan@gmail.com bbox=[710, 537, 936, 549]
court-notice-magadi bbox=[117, 18, 234, 203]
col-header: Folio No. bbox=[884, 979, 905, 993]
column-2 bbox=[117, 18, 234, 858]
advocate: V.M. Byre Reddy, B.A. LL.B. Advocate bbox=[242, 523, 349, 531]
table-cell: 10/- bbox=[800, 993, 836, 1007]
yellow-mark bbox=[108, 1472, 115, 1479]
table-cell: SO111 bbox=[884, 993, 905, 1007]
schedule-body-5: 1) All piece and parcel of the residentially converted land bearing Survey No. 6/1, Converted Land Vide No. ALN/SR/7/128/2016-17 dated 05.08.2017, situated at Uddappanahalli Village, Narasapur Hobli, Kolar Taluk, Kolar District. bbox=[121, 454, 230, 492]
vtu-name: ವಿಶ್ವೇಶ್ವರಯ್ಯ ತಾಂತ್ರಿಕ ವಿಶ್ವವಿದ್ಯಾಲಯ bbox=[47, 852, 166, 863]
advocate: KANNA. C. BA, LLB, Advocate bbox=[542, 947, 630, 955]
shares-table bbox=[709, 978, 937, 1022]
tender-ref: ಸಂ:ಸನಿ/ಕಸಂ/ಹಾಸ/97/2025-26 ದಿನಾಂಕ:12.09.2025 bbox=[758, 550, 888, 559]
public-notice-title: PUBLIC NOTICE bbox=[797, 941, 849, 949]
schedule-body-2: 1) All that piece and parcel of the land bearing Survey No. 72/1 measuring 2.06 guntas situated at C.T.Gollahalli Village, Kundana Hobli, Devanahalli Taluk, Bengaluru Rural District. bbox=[709, 139, 818, 165]
case-number: O.S. No. 387/2025 bbox=[148, 44, 203, 53]
court-name: IN THE COURT OF THE REGIONAL JOINT DIRECTOR OF LAND RECORDS BANGALORE DISTRICT AT BANGALORE bbox=[832, 22, 934, 51]
govt-label: ಕರ್ನಾಟಕ ಸರ್ಕಾರ bbox=[100, 1064, 140, 1072]
pre-body-2: ಕರ್ನಾಟಕ ಸರ್ಕಾರದ ಪರವಾಗಿ ಕಾರ್ಯನಿರ್ವಾಹಕ ಅಭಿಯಂತರರು, ಪಂಚಾಯತ್ ರಾಜ್ ಇಂಜಿನಿಯರಿಂಗ್ ವಿಭಾಗ, ಮೈಸೂರು ಇವರು KPWD ದರಪಟ್ಟಿಯ ಅನ್ವಯ ಅರ್ಹ ಗುತ್ತಿಗೆದಾರರಿಂದ ಇ-ಪ್ರಕ್ಯೂರ್‌ಮೆಂಟ್ ಪೋರ್ಟಲ್ ಮೂಲಕ ಟೆಂಡರ್ ಆಹ್ವಾನಿಸಿದೆ. ವಿವರಗಳಿಗೆ https://kppp.karnataka.gov.in ವೀಕ್ಷಿಸಬಹುದು. bbox=[9, 1154, 231, 1196]
by-order: By order of the Court, Chief Ministerial Officer, Senior Civil Judge & JMFC Court, Devanahalli bbox=[8, 740, 110, 759]
dept-address: ಕಲಾಕ್ಷೇತ್ರ - ಕಲಾಭವನ, ಹಾಸನ - 573201 bbox=[775, 525, 871, 534]
notice-subtitle: (ORDER V RULE 20 CPC) bbox=[21, 81, 97, 89]
notice-body-2: Defendants: 14.(a) Smt. Pillamma, W/o Late Muniyappa, aged about 44 years. 15.(a) Sri. Nagaraj, S/o Late Muniyappa, aged about 39 years. Both are Residing At Chikkagollahalli Village, Kundana Hobli, Devanahalli Taluk, Bengaluru Rural District. Whereas the Plaintiff above named has filed suit against you for the relief of partition and other relief in respect of schedule properties. You are hereby summoned to appear in this court in person or by pleader on 14/10/2025 at 11.00 AM in the forenoon to answer the claim before the Senior Civil Judge at Devanahalli. Take notice that in default of your appearance on the date before mentioned the suit will be heard and determined in your absence. bbox=[8, 196, 110, 303]
schedule-item-2: ITEM No. 1: All that piece and parcel of residential property bearing Site No.15 and 16, formed in Sy.No.53/4, BBMP Khatha No.1071/41/113/20/13-14, E-PID No.1105636. bbox=[476, 922, 696, 935]
schedule-body-4: 1) All piece and parcel of the residentially converted land bearing Survey No. 6/1, Converted Land Vide No. ALN/SR/7/128/2016-17 dated 05.08.2017, situated at Uddappanahalli Village, Narasapur Hobli, Kolar Taluk, Kolar District. bbox=[121, 416, 230, 454]
by-order: By order of the Court, Sheristedar, Additional Civil Judge & JMFC, Sidlaghatta bbox=[241, 510, 350, 524]
court-name: IN THE COURT OF THE ADDITIONAL CIVIL JUDGE & JMFC AT SIDLAGHATTA bbox=[249, 280, 342, 302]
society-logo-icon bbox=[243, 850, 269, 876]
advocate: N.M. Manjunath, Advocate bbox=[607, 211, 682, 219]
zp-title: ಜಿಲ್ಲಾ ಪಂಚಾಯತ್ ಧಾರವಾಡ bbox=[507, 1067, 602, 1078]
kn-body: ದಾವಾ ಸಂಖ್ಯೆಯಲ್ಲಿ ವಾದಿಗಳು ಪ್ರತಿವಾದಿಗಳ ವಿರುದ್ಧ ಸ್ಥಿರಾಸ್ತಿಯ ವಿಭಾಗ ಮತ್ತು ಪ್ರತ್ಯೇಕ ಸ್ವಾಧೀನಕ್ಕಾಗಿ ದಾವೆ ಹೂಡಿರುತ್ತಾರೆ. ತಾವು ಈ ನ್ಯಾಯಾಲಯದಲ್ಲಿ ಖುದ್ದಾಗಿ ಅಥವಾ ವಕೀಲರ ಮೂಲಕ ಹಾಜರಾಗಬೇಕು. ತಪ್ಪಿದಲ್ಲಿ ದಾವೆಯನ್ನು ಏಕಪಕ್ಷೀಯವಾಗಿ ತೀರ್ಮಾನಿಸಲಾಗುವುದು. bbox=[241, 22, 350, 53]
summons-body-2: Address of the Respondent No. 2: Lakshmamma, Major, S/o Chikkammaiyappa, R/at: Choodenapura, Kengeri Hobli, Bengaluru South Taluk. Whereas, the above named petitioner has instituted the case against Respondents. You are hereby summoned to appear in this court in person on 18/09/2025. bbox=[829, 125, 937, 170]
column-7 bbox=[705, 18, 822, 428]
schedule-title: SCHEDULE PROPERTY bbox=[727, 105, 800, 113]
cyan-mark bbox=[486, 1472, 493, 1479]
notice-body: Defendants: 14.(a) Smt. Pillamma, W/o Late Muniyappa, aged about 44 years. 15.(a) Sri. Nagaraj, S/o Late Muniyappa, aged about 39 years. Both are Residing At Chikkagollahalli Village, Kundana Hobli, Devanahalli Taluk, Bengaluru Rural District. Whereas the Plaintiff above named has filed suit against you for the relief of partition and other relief in respect of schedule properties. You are hereby summoned to appear in this court in person or by pleader on 14/10/2025 at 11.00 AM in the forenoon to answer the claim before the Senior Civil Judge at Devanahalli. Take notice that in default of your appearance on the date before mentioned the suit will be heard and determined in your absence. bbox=[121, 53, 230, 154]
pre-body: ಕರ್ನಾಟಕ ಸರ್ಕಾರದ ಪರವಾಗಿ ಕಾರ್ಯನಿರ್ವಾಹಕ ಅಭಿಯಂತರರು, ಪಂಚಾಯತ್ ರಾಜ್ ಇಂಜಿನಿಯರಿಂಗ್ ವಿಭಾಗ, ಮೈಸೂರು ಇವರು KPWD ದರಪಟ್ಟಿಯ ಅನ್ವಯ ಅರ್ಹ ಗುತ್ತಿಗೆದಾರರಿಂದ ಇ-ಪ್ರಕ್ಯೂರ್‌ಮೆಂಟ್ ಪೋರ್ಟಲ್ ಮೂಲಕ ಟೆಂಡರ್ ಆಹ್ವಾನಿಸಿದೆ. ವಿವರಗಳಿಗೆ https://kppp.karnataka.gov.in ವೀಕ್ಷಿಸಬಹುದು. bbox=[9, 1111, 231, 1153]
case-number: O.S. No. 273/2013 bbox=[32, 44, 86, 53]
court-name: IN THE HON'BLE COURT OF THE PRL. CIVIL JUDGE AND JMFC AT NELAMANGALA bbox=[361, 22, 465, 44]
govt-label: ಕರ್ನಾಟಕ ಸರ್ಕಾರ bbox=[566, 534, 606, 542]
schedule-body: 1. Agricultural land bearing old Sy. No. 10, new Sy. No. 10/3, measuring 2 acres 0 02 guntas, situated at Bikkanahosahalli Village, Sarjapura Hobli, Anekal Taluk. bbox=[476, 217, 580, 243]
column-6 bbox=[587, 18, 702, 428]
kn-notice-title: ಬಹಿರಂಗ ಸೂಚನೆ bbox=[800, 432, 846, 440]
zp-body: ಕಾರ್ಯನಿರ್ವಾಹಕ ಇಂಜಿನಿಯರರು ಪಂ.ರಾ.ಇಂ.ವಿಭಾಗ ಧಾರವಾಡ ಇವರು ವಿವಿಧ ಕಾಮಗಾರಿಗಳಿಗೆ ಇ-ಪ್ರಕ್ಯೂರ್‌ಮೆಂಟ್ ಮುಖಾಂತರ ಅಲ್ಪಾವಧಿ ಟೆಂಡರ್ ಆಹ್ವಾನಿಸಿದ್ದಾರೆ. https://kppp.karnataka.gov.in bbox=[477, 1120, 695, 1150]
public-notice-title: PUBLIC NOTICE bbox=[476, 846, 696, 861]
parties: Petitioners: 1. Mitesh Kumar B Shah, Aged about 63 years, S/o late Bipin Chandra R Shah. 2. Smt. Pravina B Shah, Aged about 83 years. bbox=[709, 928, 937, 941]
notice-title: NOTICE TO DEFENDANT No. 3 & 5 bbox=[478, 79, 578, 94]
magenta-mark bbox=[890, 1472, 897, 1479]
pre-band: ಇ-ಪ್ರಕ್ಯೂರ್‌ಮೆಂಟ್ ಟೆಂಡರ್ ಪ್ರಕಟಣೆ ಸಂಖ್ಯೆ: 11/2025-26, ದಿ:11.09.2025 bbox=[9, 1097, 231, 1110]
parties: Plaintiff: Sri. Chikkanarasaiah V/S Defendant: Sri. MADANAIAH and Others bbox=[361, 53, 465, 66]
notice-title: NOTICE TO PROPOSED DEFENDANT No. 9 bbox=[608, 79, 681, 94]
table-cell: SO111 bbox=[884, 1007, 905, 1021]
col-header: Shares & Market Value bbox=[836, 979, 884, 993]
parties: Between: Smt. Rathnamma ...PLAINTIFF And: Sri. K. Anandamurthy and Others ...DEFENDANTS bbox=[8, 53, 110, 72]
hassan-culture-tender bbox=[705, 500, 941, 890]
pwd-ref: ಸಂ: 20/2025-26 ದಿನಾಂಕ: 15.09.2025 bbox=[304, 1070, 402, 1078]
kn-body-3: ದಾವಾ ಸಂಖ್ಯೆಯಲ್ಲಿ ವಾದಿಗಳು ಪ್ರತಿವಾದಿಗಳ ವಿರುದ್ಧ ಸ್ಥಿರಾಸ್ತಿಯ ವಿಭಾಗ ಮತ್ತು ಪ್ರತ್ಯೇಕ ಸ್ವಾಧೀನಕ್ಕಾಗಿ ದಾವೆ ಹೂಡಿರುತ್ತಾರೆ. ತಾವು ಈ ನ್ಯಾಯಾಲಯದಲ್ಲಿ ಖುದ್ದಾಗಿ ಅಥವಾ ವಕೀಲರ ಮೂಲಕ ಹಾಜರಾಗಬೇಕು. ತಪ್ಪಿದಲ್ಲಿ ದಾವೆಯನ್ನು ಏಕಪಕ್ಷೀಯವಾಗಿ ತೀರ್ಮಾನಿಸಲಾಗುವುದು. bbox=[361, 411, 465, 443]
advocate: Advocate for Petitioner: N. Venkatesh, Advocate bbox=[709, 1021, 819, 1028]
parties: Between: 1. Sri. Bachanna, Since dead by LRs. And: Sri. Muniyappa & others ...DEFENDANTS bbox=[591, 60, 698, 80]
